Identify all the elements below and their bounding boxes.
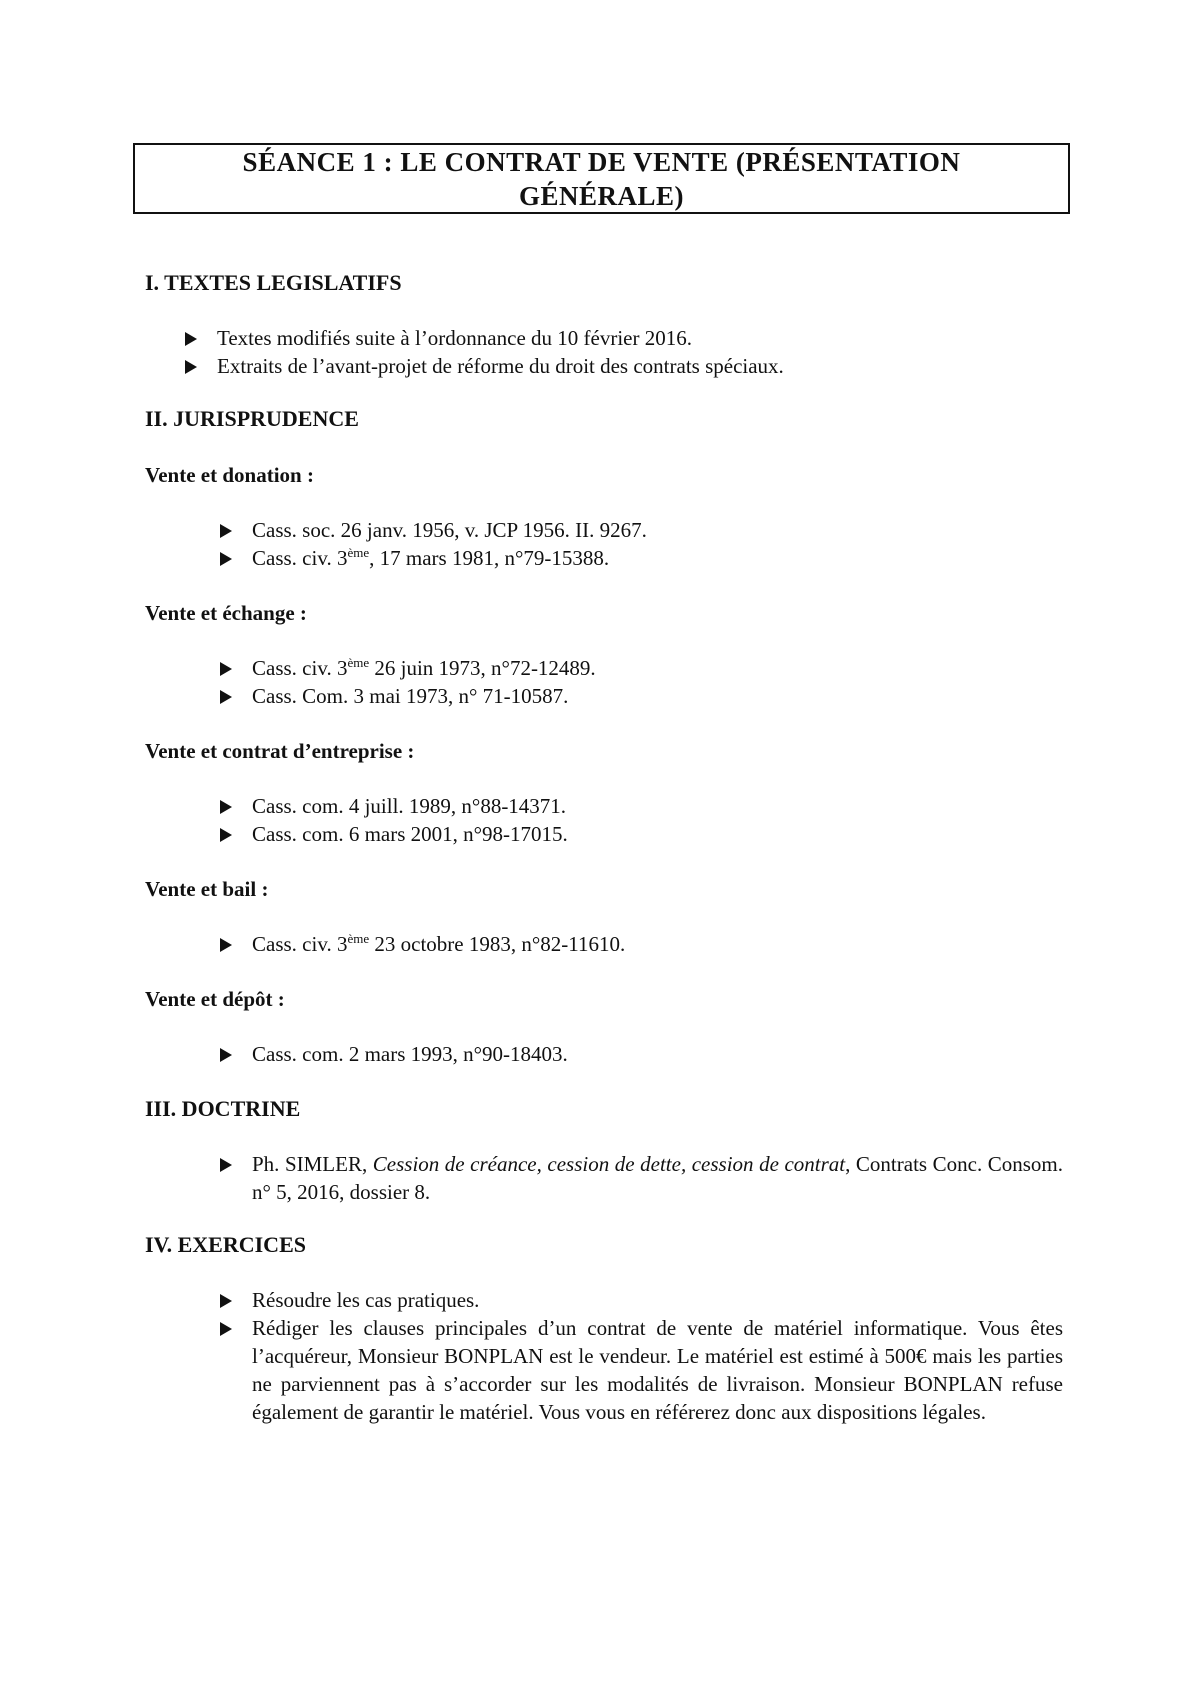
subheading-vente-donation: Vente et donation : (145, 463, 314, 487)
depot-list (220, 1040, 1063, 1068)
exercices-list (220, 1286, 1063, 1426)
subheading-vente-echange: Vente et échange : (145, 601, 307, 625)
entreprise-list (220, 792, 1063, 848)
triangle-bullet-icon (220, 690, 232, 704)
list-item: Cass. civ. 3ème, 17 mars 1981, n°79-15388. (220, 544, 1063, 572)
triangle-bullet-icon (220, 1048, 232, 1062)
list-item: Résoudre les cas pratiques. (220, 1286, 1063, 1314)
section-heading-textes: I. TEXTES LEGISLATIFS (145, 270, 402, 295)
list-item: Cass. civ. 3ème 23 octobre 1983, n°82-11610. (220, 930, 1063, 958)
page-title-box (133, 143, 1070, 214)
list-item: Rédiger les clauses principales d’un contrat de vente de matériel informatique. Vous êtes l’acquéreur, Monsieur BONPLAN est le vendeur. Le matériel est estimé à 500€ mais les parties ne parviennent pas à s’accorder sur les modalités de livraison. Monsieur BONPLAN refuse également de garantir le matériel. Vous vous en référerez donc aux dispositions légales. (220, 1314, 1063, 1426)
bail-list (220, 930, 1063, 958)
triangle-bullet-icon (220, 552, 232, 566)
textes-list (185, 324, 1065, 380)
triangle-bullet-icon (220, 524, 232, 538)
subheading-vente-entreprise: Vente et contrat d’entreprise : (145, 739, 415, 763)
list-item: Cass. com. 6 mars 2001, n°98-17015. (220, 820, 1063, 848)
page-title-line-1: SÉANCE 1 : LE CONTRAT DE VENTE (PRÉSENTATION (242, 146, 961, 177)
triangle-bullet-icon (220, 828, 232, 842)
section-heading-doctrine: III. DOCTRINE (145, 1096, 301, 1121)
list-item: Cass. soc. 26 janv. 1956, v. JCP 1956. II. 9267. (220, 516, 1063, 544)
echange-list (220, 654, 1063, 710)
subheading-vente-bail: Vente et bail : (145, 877, 269, 901)
list-item: Ph. SIMLER, Cession de créance, cession de dette, cession de contrat, Contrats Conc. Consom. n° 5, 2016, dossier 8. (220, 1150, 1063, 1206)
page-title-line-2: GÉNÉRALE) (518, 180, 685, 211)
list-item: Cass. civ. 3ème 26 juin 1973, n°72-12489. (220, 654, 1063, 682)
triangle-bullet-icon (220, 662, 232, 676)
list-item: Cass. com. 4 juill. 1989, n°88-14371. (220, 792, 1063, 820)
section-heading-jurisprudence: II. JURISPRUDENCE (145, 406, 359, 431)
donation-list (220, 516, 1063, 572)
list-item: Cass. com. 2 mars 1993, n°90-18403. (220, 1040, 1063, 1068)
list-item: Extraits de l’avant-projet de réforme du droit des contrats spéciaux. (185, 352, 1065, 380)
list-item: Textes modifiés suite à l’ordonnance du 10 février 2016. (185, 324, 1065, 352)
section-heading-exercices: IV. EXERCICES (145, 1232, 306, 1257)
triangle-bullet-icon (220, 1294, 232, 1308)
triangle-bullet-icon (220, 1158, 232, 1172)
triangle-bullet-icon (185, 332, 197, 346)
subheading-vente-depot: Vente et dépôt : (145, 987, 285, 1011)
triangle-bullet-icon (220, 800, 232, 814)
doctrine-list (220, 1150, 1063, 1206)
triangle-bullet-icon (220, 938, 232, 952)
triangle-bullet-icon (220, 1322, 232, 1336)
list-item: Cass. Com. 3 mai 1973, n° 71-10587. (220, 682, 1063, 710)
triangle-bullet-icon (185, 360, 197, 374)
